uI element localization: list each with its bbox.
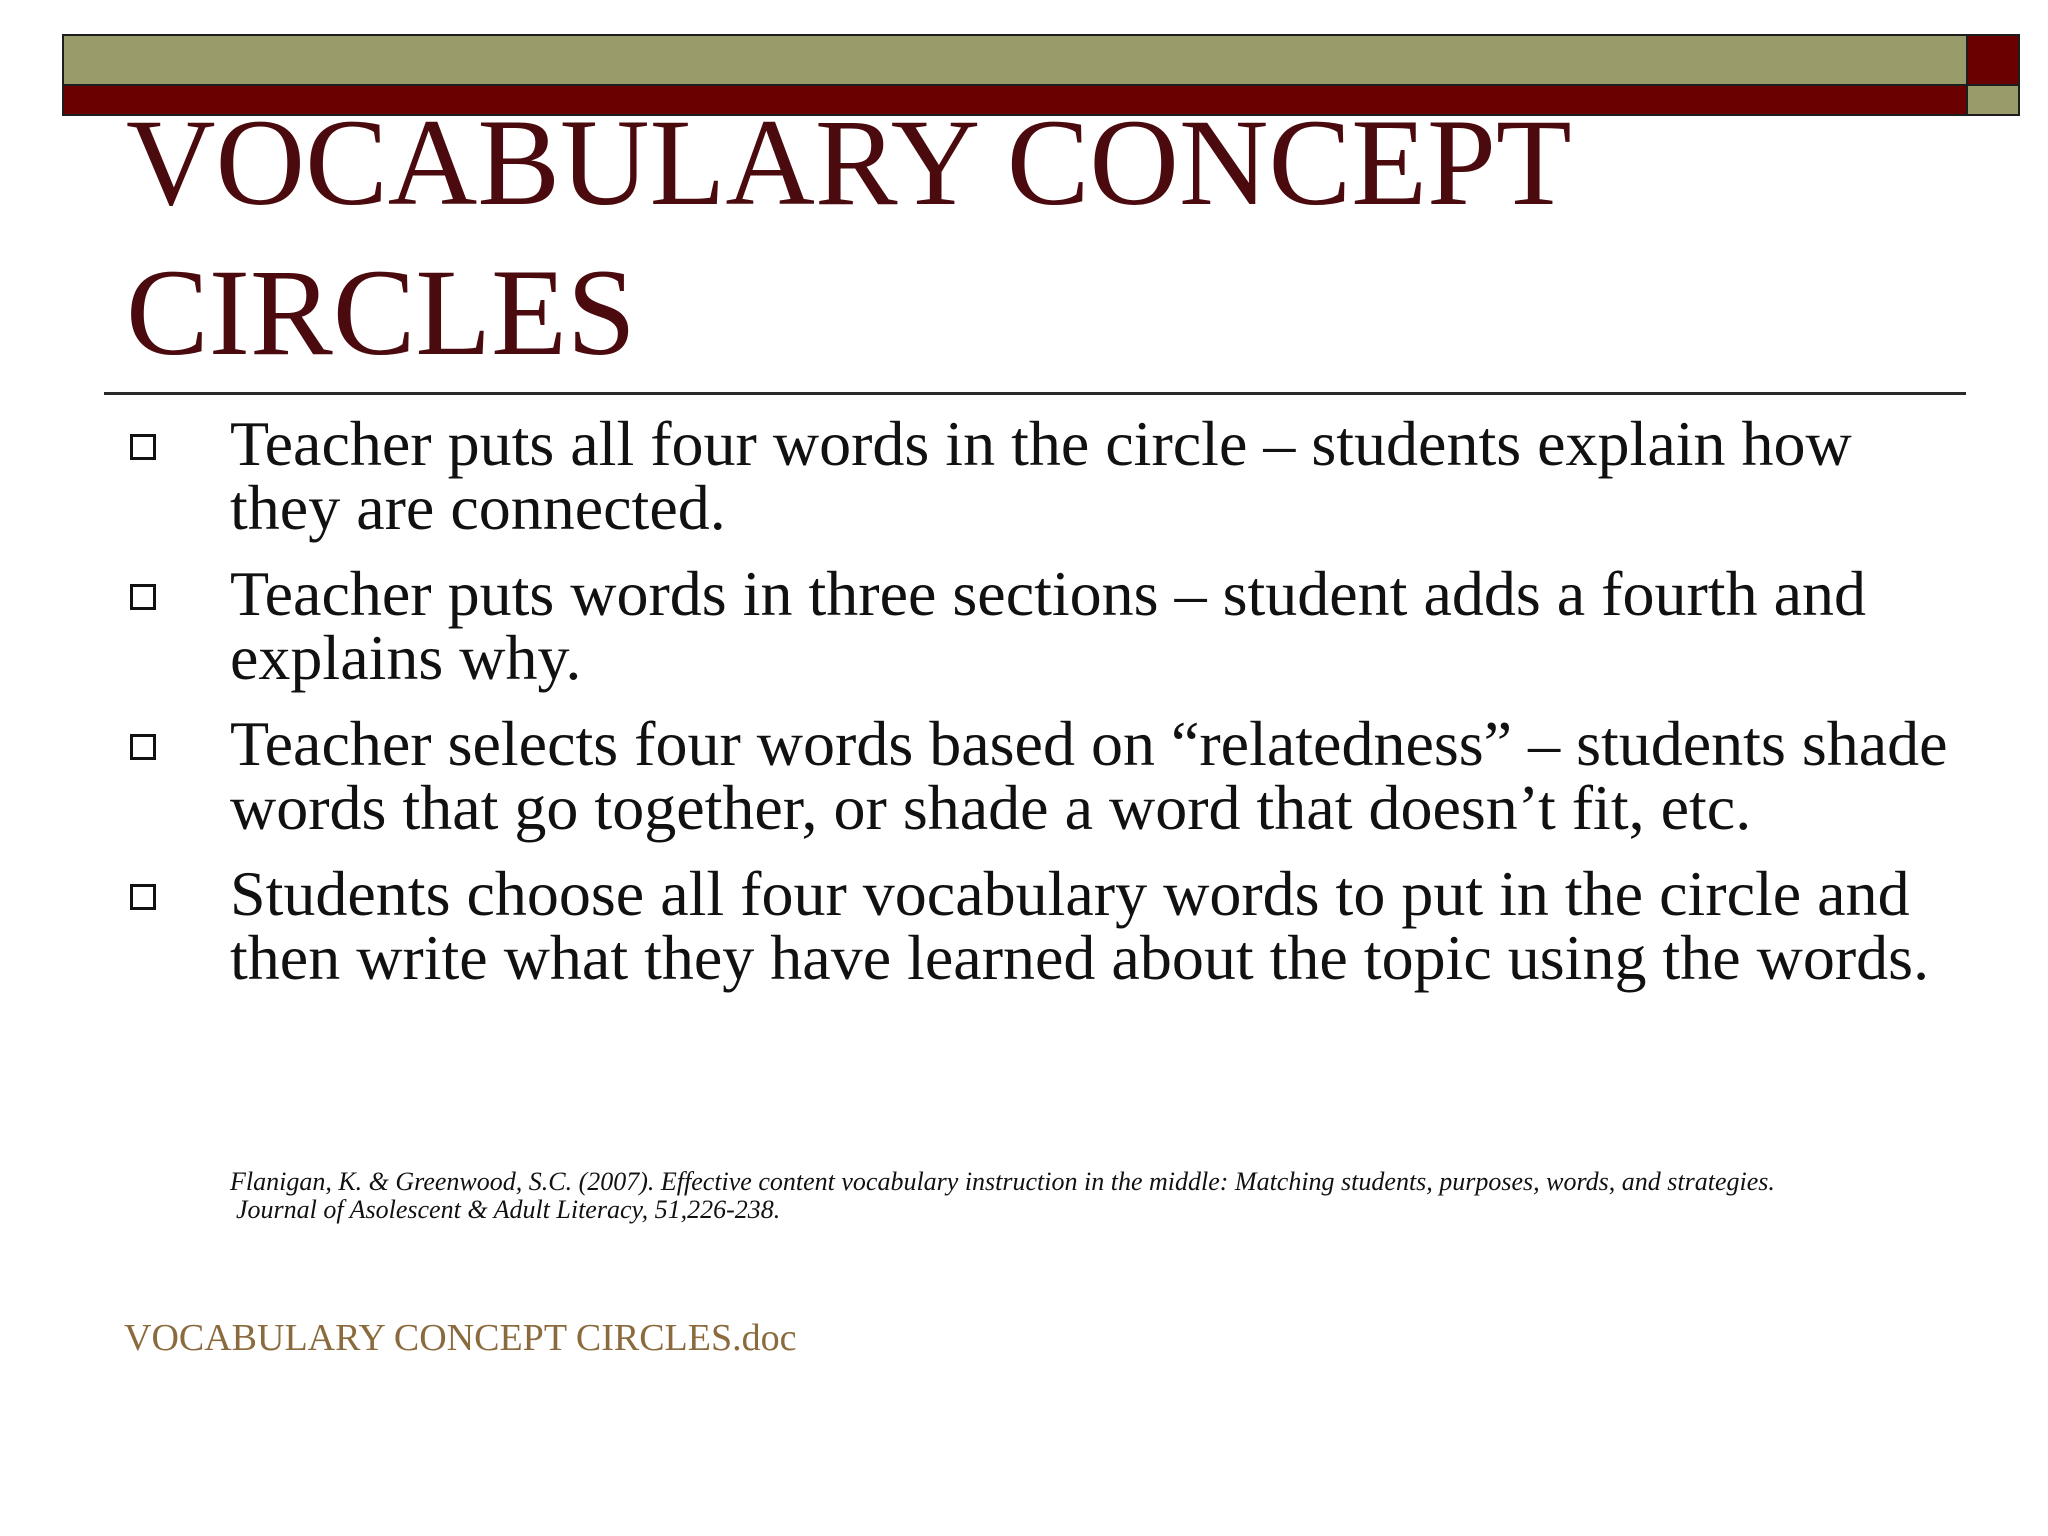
title-divider (104, 392, 1966, 395)
bullet-item (128, 858, 1948, 993)
square-bullet-icon (130, 584, 156, 610)
slide-title: VOCABULARY CONCEPT CIRCLES (126, 94, 1570, 381)
document-link[interactable]: VOCABULARY CONCEPT CIRCLES.doc (124, 1317, 797, 1359)
header-corner-olive (1968, 86, 2020, 116)
bullet-text: Students choose all four vocabulary words to put in the circle and then write what they have learned about the topic using the words. (230, 858, 1930, 993)
citation-line-2: Journal of Asolescent & Adult Literacy, 51,226-238. (236, 1195, 781, 1224)
citation (230, 1168, 1950, 1224)
header-corner-maroon (1968, 34, 2020, 86)
square-bullet-icon (130, 434, 156, 460)
citation-line-1: Flanigan, K. & Greenwood, S.C. (2007). Effective content vocabulary instruction in the middle: Matching students, purposes, words, and strategies. (230, 1167, 1775, 1196)
bullet-list (128, 408, 1948, 1012)
bullet-item (128, 708, 1948, 843)
bullet-item (128, 558, 1948, 693)
bullet-text: Teacher selects four words based on “relatedness” – students shade words that go together, or shade a word that doesn’t fit, etc. (230, 708, 1948, 843)
header-banner-olive (62, 34, 1968, 86)
bullet-item (128, 408, 1948, 543)
square-bullet-icon (130, 734, 156, 760)
bullet-text: Teacher puts all four words in the circle – students explain how they are connected. (230, 408, 1852, 543)
bullet-text: Teacher puts words in three sections – student adds a fourth and explains why. (230, 558, 1866, 693)
square-bullet-icon (130, 884, 156, 910)
